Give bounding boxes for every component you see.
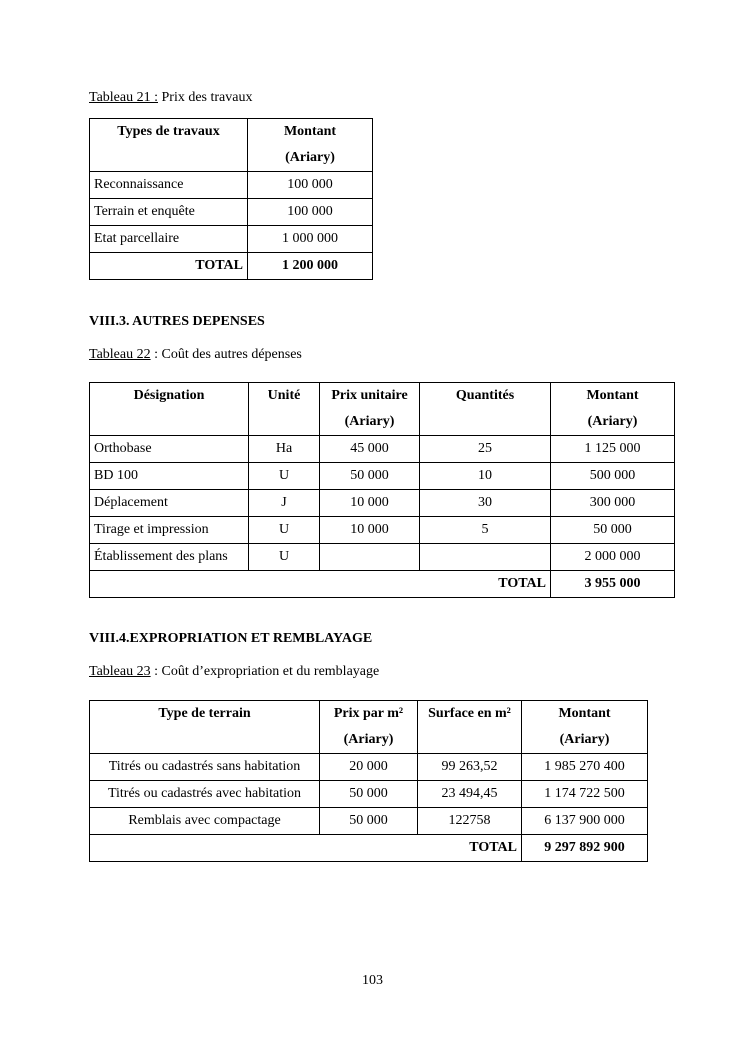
table22-montant: 500 000 — [551, 463, 675, 490]
table23-header-prix-l2: (Ariary) — [343, 732, 394, 747]
page-number: 103 — [362, 973, 383, 988]
table23-caption — [89, 663, 379, 681]
table23-surface: 99 263,52 — [418, 754, 522, 781]
table21-row-montant: 1 000 000 — [248, 226, 373, 253]
table22-designation: Établissement des plans — [90, 544, 249, 571]
table22-unite: Ha — [249, 436, 320, 463]
table22-unite: U — [249, 463, 320, 490]
table22-unite: J — [249, 490, 320, 517]
table23-header-type: Type de terrain — [90, 701, 320, 754]
table23-total-label: TOTAL — [90, 835, 522, 862]
table22-designation: Déplacement — [90, 490, 249, 517]
table21-row-label: Etat parcellaire — [90, 226, 248, 253]
table-row — [90, 463, 675, 490]
table23-prix: 50 000 — [320, 781, 418, 808]
table22-header-quantites: Quantités — [420, 383, 551, 436]
table23-header-prix — [320, 701, 418, 754]
table22-quantite: 30 — [420, 490, 551, 517]
table22-montant: 50 000 — [551, 517, 675, 544]
table23 — [89, 700, 648, 862]
table23-header-montant — [522, 701, 648, 754]
section-heading-autres: VIII.3. AUTRES DEPENSES — [89, 314, 265, 329]
table21-header-montant-l2: (Ariary) — [285, 150, 335, 165]
table-row — [90, 172, 373, 199]
table22-montant: 2 000 000 — [551, 544, 675, 571]
table21-header-type: Types de travaux — [90, 119, 248, 172]
table-row — [90, 808, 648, 835]
table22-designation: Orthobase — [90, 436, 249, 463]
table22-quantite: 25 — [420, 436, 551, 463]
table-row — [90, 436, 675, 463]
section-heading-expropriation: VIII.4.EXPROPRIATION ET REMBLAYAGE — [89, 631, 373, 646]
table-row — [90, 490, 675, 517]
table23-type: Titrés ou cadastrés sans habitation — [90, 754, 320, 781]
table21-row-montant: 100 000 — [248, 172, 373, 199]
table22-unite: U — [249, 544, 320, 571]
table22-header-prix — [320, 383, 420, 436]
table22-designation: Tirage et impression — [90, 517, 249, 544]
table22-total-row — [90, 571, 675, 598]
table22-caption-ref: Tableau 22 — [89, 347, 151, 362]
table22-caption-text: : Coût des autres dépenses — [150, 347, 302, 362]
table21-row-label: Terrain et enquête — [90, 199, 248, 226]
table22-montant: 1 125 000 — [551, 436, 675, 463]
table23-type: Titrés ou cadastrés avec habitation — [90, 781, 320, 808]
table22-header-montant — [551, 383, 675, 436]
table21-total-value: 1 200 000 — [248, 253, 373, 280]
table-row — [90, 781, 648, 808]
table23-caption-ref: Tableau 23 — [89, 664, 151, 679]
table-row — [90, 199, 373, 226]
table22-header-prix-l1: Prix unitaire — [331, 388, 408, 403]
table23-caption-text: : Coût d’expropriation et du remblayage — [150, 664, 380, 679]
table23-total-row — [90, 835, 648, 862]
table22-prix: 10 000 — [320, 517, 420, 544]
table21-total-row — [90, 253, 373, 280]
table21-header-montant — [248, 119, 373, 172]
table22-header-designation: Désignation — [90, 383, 249, 436]
table-row — [90, 544, 675, 571]
table22-prix — [320, 544, 420, 571]
table21-caption-text: Prix des travaux — [158, 90, 253, 105]
table23-prix: 50 000 — [320, 808, 418, 835]
table21-header-montant-l1: Montant — [283, 124, 337, 139]
table22-caption — [89, 346, 302, 364]
table22-header-montant-l2: (Ariary) — [587, 414, 638, 429]
table23-header-prix-l1: Prix par m² — [333, 706, 404, 721]
table21-total-label: TOTAL — [90, 253, 248, 280]
table-row — [90, 754, 648, 781]
table22-prix: 50 000 — [320, 463, 420, 490]
table22-designation: BD 100 — [90, 463, 249, 490]
table23-total-value: 9 297 892 900 — [522, 835, 648, 862]
table22-prix: 10 000 — [320, 490, 420, 517]
table-row — [90, 517, 675, 544]
table23-header-montant-l1: Montant — [558, 706, 611, 721]
table23-header-montant-l2: (Ariary) — [559, 732, 610, 747]
table23-montant: 1 985 270 400 — [522, 754, 648, 781]
table23-header-surface: Surface en m² — [418, 701, 522, 754]
table23-montant: 6 137 900 000 — [522, 808, 648, 835]
table22-quantite — [420, 544, 551, 571]
table22-prix: 45 000 — [320, 436, 420, 463]
table23-surface: 23 494,45 — [418, 781, 522, 808]
table22 — [89, 382, 675, 598]
table22-total-label: TOTAL — [90, 571, 551, 598]
table21-row-montant: 100 000 — [248, 199, 373, 226]
table21-caption — [89, 89, 252, 107]
table22-header-prix-l2: (Ariary) — [344, 414, 395, 429]
table22-header-unite: Unité — [249, 383, 320, 436]
table23-surface: 122758 — [418, 808, 522, 835]
table-row — [90, 226, 373, 253]
table22-montant: 300 000 — [551, 490, 675, 517]
table23-prix: 20 000 — [320, 754, 418, 781]
table22-quantite: 5 — [420, 517, 551, 544]
table21-row-label: Reconnaissance — [90, 172, 248, 199]
table22-quantite: 10 — [420, 463, 551, 490]
table21-caption-ref: Tableau 21 : — [89, 90, 158, 105]
table23-type: Remblais avec compactage — [90, 808, 320, 835]
table22-unite: U — [249, 517, 320, 544]
table23-montant: 1 174 722 500 — [522, 781, 648, 808]
table22-header-montant-l1: Montant — [586, 388, 639, 403]
table21 — [89, 118, 373, 280]
table22-total-value: 3 955 000 — [551, 571, 675, 598]
